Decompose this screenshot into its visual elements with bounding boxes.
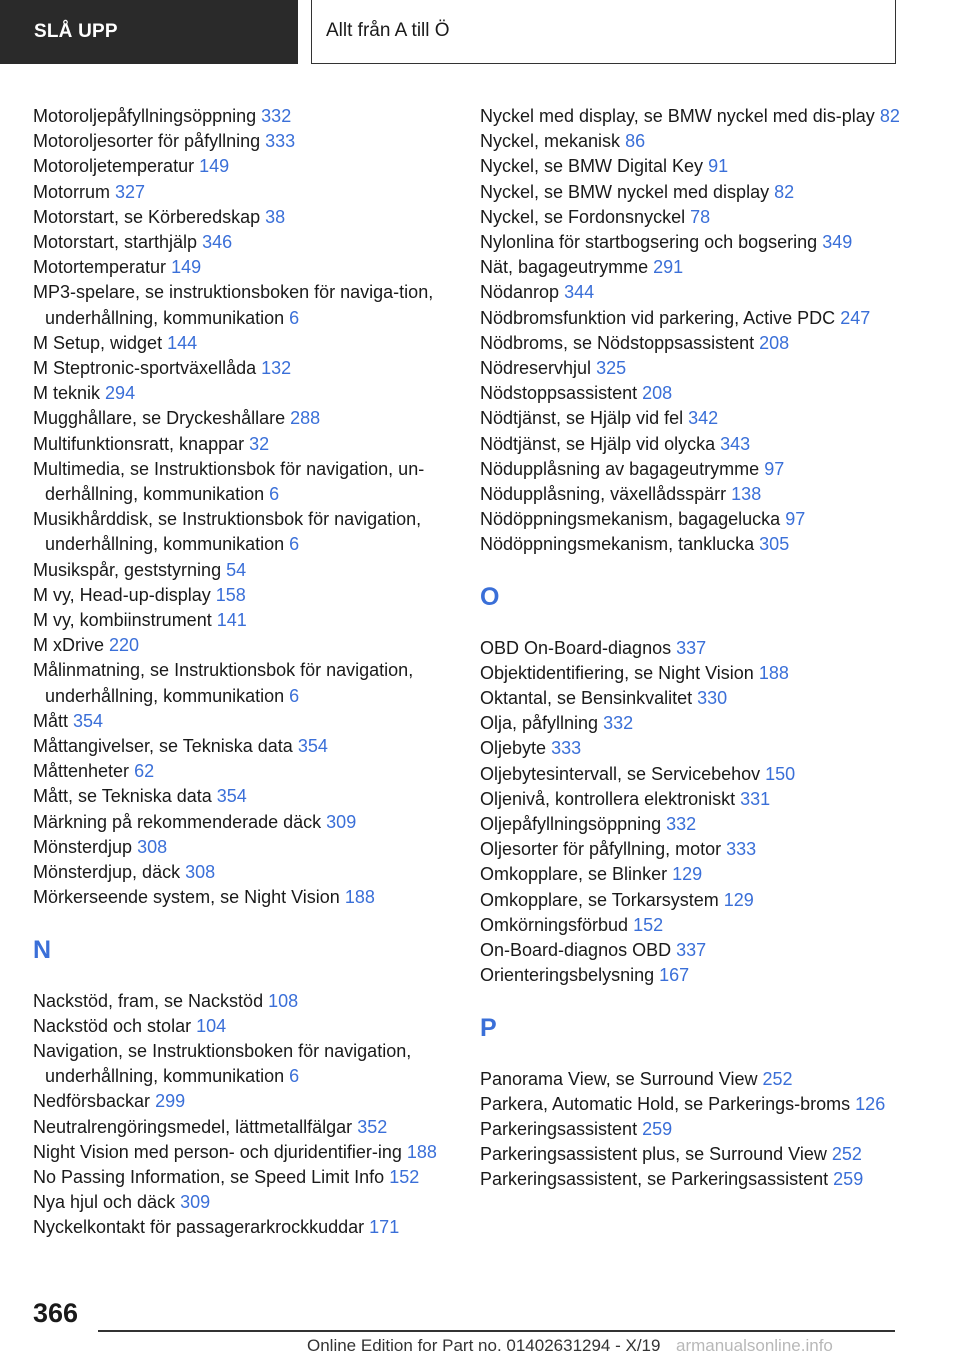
index-entry-text: Nödanrop (480, 282, 560, 303)
index-entry-text: Nödupplåsning av bagageutrymme (480, 458, 760, 479)
section-tab[interactable]: SLÅ UPP (0, 0, 298, 64)
index-entry-text: Nödstoppsassistent (480, 383, 638, 404)
index-entry (480, 1117, 910, 1142)
index-entry (33, 1215, 453, 1240)
index-page-link[interactable]: 337 (676, 637, 707, 658)
index-entry (480, 686, 910, 711)
footer-rule (98, 1330, 895, 1332)
index-letter-heading: O (480, 582, 500, 611)
index-page-link[interactable]: 325 (596, 358, 627, 379)
index-entry-text: Nödtjänst, se Hjälp vid fel (480, 408, 684, 429)
index-entry (480, 457, 910, 482)
index-entry (480, 230, 910, 255)
index-entry-text: No Passing Information, se Speed Limit Info (33, 1166, 385, 1187)
index-page-link[interactable]: 309 (326, 811, 357, 832)
index-entry (480, 331, 910, 356)
index-page-link[interactable]: 82 (879, 106, 900, 126)
index-page-link[interactable]: 305 (759, 534, 790, 555)
index-entry-text: On-Board-diagnos OBD (480, 940, 672, 961)
index-page-link[interactable]: 299 (155, 1091, 186, 1112)
watermark: armanualsonline.info (676, 1336, 833, 1355)
index-entry-text: Nyckelkontakt för passagerarkrockkuddar (33, 1217, 365, 1238)
index-column-left (33, 104, 453, 1241)
index-page-link[interactable]: 6 (269, 484, 280, 505)
index-page-link[interactable]: 97 (764, 458, 785, 479)
index-entry (480, 1067, 910, 1092)
index-page-link[interactable]: 259 (642, 1118, 673, 1139)
index-entry (480, 812, 910, 837)
index-page-link[interactable]: 78 (690, 206, 711, 227)
index-entry (33, 154, 453, 179)
index-page-link[interactable]: 332 (666, 814, 697, 835)
index-entry (33, 583, 453, 608)
index-entry-text: Omkörningsförbud (480, 914, 629, 935)
index-entry (480, 913, 910, 938)
index-page-link[interactable]: 138 (731, 484, 762, 505)
index-entry (33, 658, 453, 708)
index-page-link[interactable]: 152 (389, 1166, 420, 1187)
index-page-link[interactable]: 349 (822, 232, 853, 253)
index-entry-text: Motoroljetemperatur (33, 156, 195, 177)
index-entry (480, 1092, 910, 1117)
index-entry (33, 280, 453, 330)
index-entry (480, 154, 910, 179)
index-entry-text: Nödöppningsmekanism, bagagelucka (480, 509, 781, 530)
index-page-link[interactable]: 354 (216, 786, 247, 807)
index-letter-heading: P (480, 1013, 497, 1042)
index-page-link[interactable]: 149 (199, 156, 230, 177)
index-page-link[interactable]: 82 (774, 181, 795, 202)
index-page-link[interactable]: 54 (226, 559, 247, 580)
index-entry-text: Nackstöd, fram, se Nackstöd (33, 990, 264, 1011)
index-entry (480, 432, 910, 457)
index-entry (480, 306, 910, 331)
index-entry (33, 835, 453, 860)
index-entry (480, 255, 910, 280)
index-page-link[interactable]: 149 (171, 257, 202, 278)
index-page-link[interactable]: 129 (723, 889, 754, 910)
index-entry (480, 888, 910, 913)
index-entry-text: Parkeringsassistent plus, se Surround View (480, 1144, 827, 1165)
index-page-link[interactable]: 6 (289, 685, 300, 706)
index-entry-text: Parkeringsassistent, se Parkeringsassistent (480, 1169, 829, 1190)
index-entry (33, 1089, 453, 1114)
index-page-link[interactable]: 97 (785, 509, 806, 530)
index-entry (480, 280, 910, 305)
index-page-link[interactable]: 108 (268, 990, 299, 1011)
edition-info: Online Edition for Part no. 01402631294 - X/19 (307, 1336, 661, 1355)
index-page-link[interactable]: 247 (840, 307, 871, 328)
index-page-link[interactable]: 150 (765, 763, 796, 784)
index-entry (33, 507, 453, 557)
index-entry (33, 381, 453, 406)
index-entry (480, 129, 910, 154)
index-entry (480, 736, 910, 761)
index-page-link[interactable]: 171 (369, 1217, 400, 1238)
index-entry (33, 1014, 453, 1039)
index-page-link[interactable]: 352 (357, 1116, 388, 1137)
index-entry (480, 938, 910, 963)
index-entry (480, 406, 910, 431)
index-entry-text: Oljenivå, kontrollera elektroniskt (480, 788, 736, 809)
index-page-link[interactable]: 308 (137, 836, 168, 857)
index-entry (33, 255, 453, 280)
index-entry (480, 837, 910, 862)
index-page-link[interactable]: 132 (261, 358, 292, 379)
index-entry (480, 862, 910, 887)
index-page-link[interactable]: 343 (720, 433, 751, 454)
index-entry (33, 633, 453, 658)
index-entry-text: Nyckel, mekanisk (480, 131, 621, 152)
index-entry (480, 104, 910, 129)
index-page-link[interactable]: 332 (261, 106, 292, 126)
index-page-link[interactable]: 344 (564, 282, 595, 303)
index-page-link[interactable]: 294 (105, 383, 136, 404)
index-entry (33, 558, 453, 583)
index-entry (480, 1167, 910, 1192)
index-entry-text: Målinmatning, se Instruktionsbok för navigation, underhållning, kommunikation (33, 660, 414, 706)
index-entry (33, 759, 453, 784)
index-entry (480, 1142, 910, 1167)
index-entry (480, 711, 910, 736)
index-column-right (480, 104, 910, 1193)
index-entry-text: Motorstart, starthjälp (33, 232, 198, 253)
index-entry-text: M teknik (33, 383, 101, 404)
index-page-link[interactable]: 337 (676, 940, 707, 961)
index-entry-text: Omkopplare, se Torkarsystem (480, 889, 719, 910)
index-entry-text: Motoroljepåfyllningsöppning (33, 106, 257, 126)
index-entry-text: Nya hjul och däck (33, 1192, 176, 1213)
index-entry-text: MP3-spelare, se instruktionsboken för naviga-tion, underhållning, kommunikation (33, 282, 434, 328)
index-entry (480, 532, 910, 557)
index-entry (33, 406, 453, 431)
index-entry-text: Nackstöd och stolar (33, 1015, 192, 1036)
index-page-link[interactable]: 333 (551, 738, 582, 759)
index-page-link[interactable]: 6 (289, 534, 300, 555)
index-entry-text: M Steptronic-sportväxellåda (33, 358, 257, 379)
index-entry (33, 1115, 453, 1140)
index-page-link[interactable]: 152 (633, 914, 664, 935)
index-entry-text: Orienteringsbelysning (480, 965, 655, 986)
index-entry-text: M Setup, widget (33, 332, 163, 353)
index-entry-text: Musikhårddisk, se Instruktionsbok för navigation, underhållning, kommunikation (33, 509, 422, 555)
index-entry-text: Oljesorter för påfyllning, motor (480, 839, 722, 860)
index-page-link[interactable]: 342 (688, 408, 719, 429)
index-page-link[interactable]: 38 (265, 206, 286, 227)
index-entry-text: Nät, bagageutrymme (480, 257, 649, 278)
index-entry-text: Nödbromsfunktion vid parkering, Active PDC (480, 307, 836, 328)
index-page-link[interactable]: 309 (180, 1192, 211, 1213)
index-entry-text: Oljebytesintervall, se Servicebehov (480, 763, 761, 784)
index-entry-text: Nedförsbackar (33, 1091, 151, 1112)
index-entry-text: Mörkerseende system, se Night Vision (33, 887, 340, 908)
index-entry (33, 860, 453, 885)
index-entry-text: Mått, se Tekniska data (33, 786, 212, 807)
index-entry (33, 205, 453, 230)
index-entry-text: Oktantal, se Bensinkvalitet (480, 688, 693, 709)
index-entry-text: Nylonlina för startbogsering och bogsering (480, 232, 818, 253)
index-entry-text: M vy, kombiinstrument (33, 610, 212, 631)
chapter-tab[interactable]: Allt från A till Ö (311, 0, 896, 64)
index-page-link[interactable]: 354 (297, 736, 328, 757)
index-entry-text: Nyckel, se BMW Digital Key (480, 156, 704, 177)
index-entry-text: Panorama View, se Surround View (480, 1068, 758, 1089)
index-entry-text: Nödupplåsning, växellådsspärr (480, 484, 727, 505)
index-entry (33, 1165, 453, 1190)
index-entry-text: Mått (33, 710, 69, 731)
index-entry (480, 180, 910, 205)
index-entry-text: Mönsterdjup (33, 836, 133, 857)
index-entry-text: Nödöppningsmekanism, tanklucka (480, 534, 755, 555)
index-page-link[interactable]: 6 (289, 307, 300, 328)
index-entry-text: Motortemperatur (33, 257, 167, 278)
index-entry (33, 810, 453, 835)
index-entry-text: M xDrive (33, 635, 104, 656)
index-entry (33, 457, 453, 507)
index-entry (480, 381, 910, 406)
index-entry-text: Motoroljesorter för påfyllning (33, 131, 261, 152)
index-page-link[interactable]: 331 (740, 788, 771, 809)
page-number: 366 (33, 1298, 79, 1328)
index-entry-text: Parkeringsassistent (480, 1118, 638, 1139)
index-entry-text: OBD On-Board-diagnos (480, 637, 672, 658)
index-entry-text: Motorrum (33, 181, 111, 202)
index-entry-text: Mugghållare, se Dryckeshållare (33, 408, 286, 429)
index-page-link[interactable]: 141 (216, 610, 247, 631)
index-entry-text: Omkopplare, se Blinker (480, 864, 668, 885)
index-page-link[interactable]: 167 (659, 965, 690, 986)
index-page-link[interactable]: 6 (289, 1066, 300, 1087)
index-page-link[interactable]: 288 (290, 408, 321, 429)
index-page-link[interactable]: 91 (708, 156, 729, 177)
index-entry-text: Oljebyte (480, 738, 547, 759)
index-page-link[interactable]: 252 (831, 1144, 862, 1165)
index-page-link[interactable]: 291 (653, 257, 684, 278)
index-page-link[interactable]: 208 (759, 332, 790, 353)
index-entry (480, 762, 910, 787)
index-entry-text: Olja, påfyllning (480, 713, 599, 734)
index-page-link[interactable]: 188 (344, 887, 375, 908)
index-entry-text: Motorstart, se Körberedskap (33, 206, 261, 227)
index-entry (33, 885, 453, 910)
index-page-link[interactable]: 126 (855, 1093, 886, 1114)
index-entry-text: Mönsterdjup, däck (33, 862, 181, 883)
index-entry (33, 104, 453, 129)
index-entry (33, 230, 453, 255)
index-page-link[interactable]: 308 (185, 862, 216, 883)
index-entry-text: Objektidentifiering, se Night Vision (480, 662, 754, 683)
index-entry-text: Nödreservhjul (480, 358, 592, 379)
index-entry (33, 129, 453, 154)
index-entry (480, 507, 910, 532)
index-entry-text: Nödtjänst, se Hjälp vid olycka (480, 433, 716, 454)
index-entry (33, 1140, 453, 1165)
index-entry (480, 661, 910, 686)
index-entry (33, 1039, 453, 1089)
index-entry-text: Måttangivelser, se Tekniska data (33, 736, 293, 757)
index-entry (33, 1190, 453, 1215)
index-entry (480, 636, 910, 661)
index-page-link[interactable]: 32 (249, 433, 270, 454)
index-entry (33, 432, 453, 457)
index-page-link[interactable]: 158 (215, 584, 246, 605)
index-page-link[interactable]: 144 (167, 332, 198, 353)
index-page-link[interactable]: 354 (73, 710, 104, 731)
index-entry (33, 709, 453, 734)
index-entry-text: Neutralrengöringsmedel, lättmetallfälgar (33, 1116, 353, 1137)
index-entry-text: Måttenheter (33, 761, 130, 782)
index-entry (33, 608, 453, 633)
index-page-link[interactable]: 220 (109, 635, 140, 656)
index-page-link[interactable]: 330 (697, 688, 728, 709)
index-page-link[interactable]: 104 (196, 1015, 227, 1036)
index-page-link[interactable]: 86 (625, 131, 646, 152)
index-page-link[interactable]: 129 (672, 864, 703, 885)
index-page-link[interactable]: 252 (762, 1068, 793, 1089)
index-entry (33, 734, 453, 759)
index-page-link[interactable]: 188 (758, 662, 789, 683)
index-entry (33, 331, 453, 356)
index-entry (480, 205, 910, 230)
index-page-link[interactable]: 333 (265, 131, 296, 152)
page-header (0, 0, 960, 66)
index-entry (480, 787, 910, 812)
index-entry (480, 963, 910, 988)
index-entry-text: Multimedia, se Instruktionsbok för navigation, un-derhållning, kommunikation (33, 458, 425, 505)
index-entry-text: M vy, Head-up-display (33, 584, 211, 605)
index-entry (33, 989, 453, 1014)
index-page-link[interactable]: 332 (603, 713, 634, 734)
index-page-link[interactable]: 208 (642, 383, 673, 404)
index-entry-text: Night Vision med person- och djuridentifier-ing (33, 1141, 402, 1162)
index-entry (33, 180, 453, 205)
index-letter-heading: N (33, 935, 52, 964)
index-page-link[interactable]: 346 (202, 232, 233, 253)
index-entry-text: Navigation, se Instruktionsboken för navigation, underhållning, kommunikation (33, 1040, 412, 1087)
index-entry-text: Oljepåfyllningsöppning (480, 814, 662, 835)
index-entry-text: Nyckel, se Fordonsnyckel (480, 206, 686, 227)
index-entry-text: Musikspår, geststyrning (33, 559, 222, 580)
index-entry-text: Nyckel, se BMW nyckel med display (480, 181, 770, 202)
index-entry-text: Parkera, Automatic Hold, se Parkerings-broms (480, 1093, 851, 1114)
index-entry-text: Nyckel med display, se BMW nyckel med dis-play (480, 106, 875, 126)
index-page-link[interactable]: 188 (406, 1141, 437, 1162)
index-entry-text: Nödbroms, se Nödstoppsassistent (480, 332, 755, 353)
index-page-link[interactable]: 327 (115, 181, 146, 202)
index-entry (480, 356, 910, 381)
index-page-link[interactable]: 259 (833, 1169, 864, 1190)
index-page-link[interactable]: 62 (134, 761, 155, 782)
index-page-link[interactable]: 333 (726, 839, 757, 860)
index-entry-text: Märkning på rekommenderade däck (33, 811, 322, 832)
index-entry-text: Multifunktionsratt, knappar (33, 433, 245, 454)
index-entry (33, 784, 453, 809)
index-entry (480, 482, 910, 507)
index-entry (33, 356, 453, 381)
